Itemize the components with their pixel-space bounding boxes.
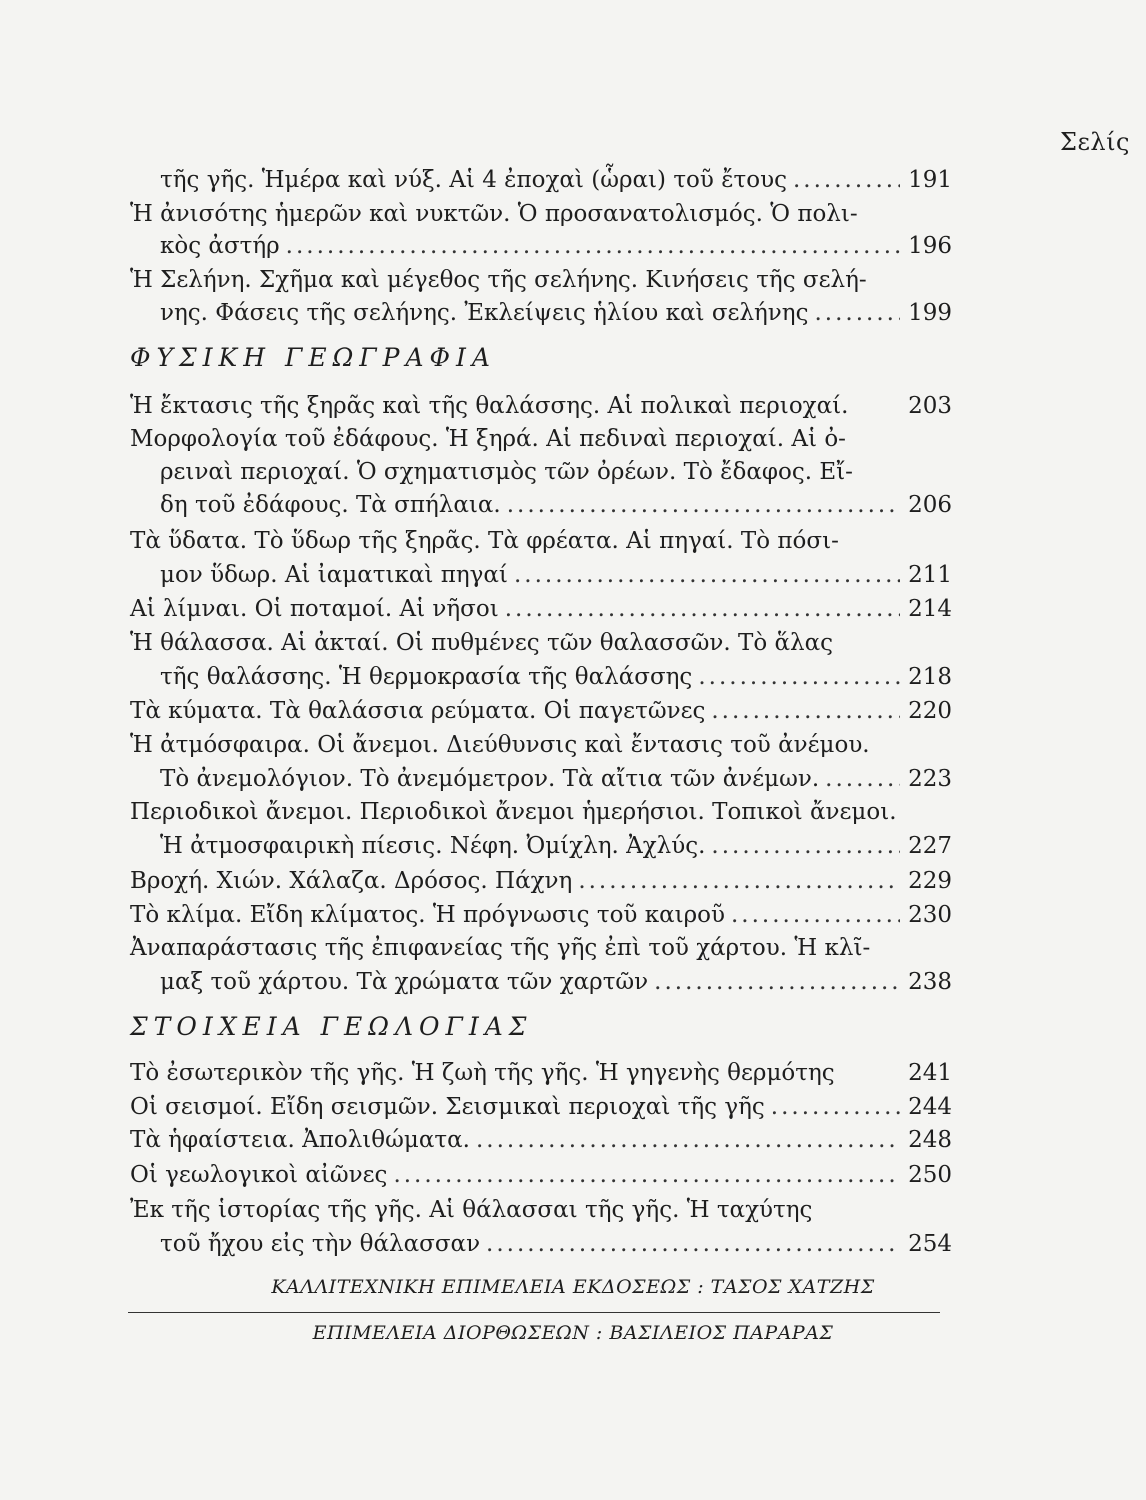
- toc-entry-text: Τὸ ἐσωτερικὸν τῆς γῆς. Ἡ ζωὴ τῆς γῆς. Ἡ γηγενὴς θερμότης: [130, 1060, 835, 1086]
- toc-entry: [130, 594, 952, 624]
- toc-page-number: 241: [908, 1060, 952, 1086]
- toc-entry-line: Περιοδικοὶ ἄνεμοι. Περιοδικοὶ ἄνεμοι ἡμερήσιοι. Τοπικοὶ ἄνεμοι.: [130, 799, 897, 825]
- toc-entry-line: Μορφολογία τοῦ ἐδάφους. Ἡ ξηρά. Αἱ πεδιναὶ περιοχαί. Αἱ ὀ-: [130, 426, 846, 452]
- toc-entry-text: τοῦ ἤχου εἰς τὴν θάλασσαν: [160, 1231, 481, 1257]
- leader-dots: [711, 696, 900, 726]
- leader-dots: [731, 900, 900, 930]
- page-column-label: Σελίς: [1060, 128, 1130, 156]
- toc-page-number: 203: [908, 393, 952, 419]
- toc-entry-line: Τὰ ὕδατα. Τὸ ὕδωρ τῆς ξηρᾶς. Τὰ φρέατα. Αἱ πηγαί. Τὸ πόσι-: [130, 528, 839, 554]
- toc-entry: [130, 866, 952, 896]
- leader-dots: [578, 866, 900, 896]
- leader-dots: [505, 594, 900, 624]
- toc-entry: [160, 490, 952, 520]
- toc-entry-line: Ἡ ἀνισότης ἡμερῶν καὶ νυκτῶν. Ὁ προσανατολισμός. Ὁ πολι-: [130, 201, 858, 227]
- section-heading: ΣΤΟΙΧΕΙΑ ΓΕΩΛΟΓΙΑΣ: [130, 1012, 533, 1041]
- toc-page-number: 238: [908, 969, 952, 995]
- divider: [128, 1312, 940, 1313]
- leader-dots: [825, 764, 900, 794]
- leader-dots: [814, 298, 900, 328]
- toc-page-number: 199: [908, 300, 952, 326]
- toc-page-number: 230: [908, 902, 952, 928]
- toc-entry: [130, 1092, 952, 1122]
- toc-entry: [160, 1229, 952, 1259]
- leader-dots: [793, 165, 900, 195]
- toc-page-number: 250: [908, 1162, 952, 1188]
- toc-entry: [130, 900, 952, 930]
- toc-entry-text: Ἡ ἔκτασις τῆς ξηρᾶς καὶ τῆς θαλάσσης. Αἱ πολικαὶ περιοχαί.: [130, 393, 849, 419]
- toc-entry-text: δη τοῦ ἐδάφους. Τὰ σπήλαια.: [160, 492, 501, 518]
- leader-dots: [698, 662, 900, 692]
- toc-entry-text: Βροχή. Χιών. Χάλαζα. Δρόσος. Πάχνη: [130, 868, 573, 894]
- toc-entry: [130, 696, 952, 726]
- toc-entry-line: Ἡ ἀτμόσφαιρα. Οἱ ἄνεμοι. Διεύθυνσις καὶ ἔντασις τοῦ ἀνέμου.: [130, 732, 870, 758]
- toc-entry: [160, 967, 952, 997]
- toc-page-number: 214: [908, 596, 952, 622]
- leader-dots: [771, 1092, 900, 1122]
- toc-entry: [160, 298, 952, 328]
- toc-entry: [160, 764, 952, 794]
- toc-entry: [160, 560, 952, 590]
- toc-entry-text: μαξ τοῦ χάρτου. Τὰ χρώματα τῶν χαρτῶν: [160, 969, 649, 995]
- toc-entry-line: Ἡ θάλασσα. Αἱ ἀκταί. Οἱ πυθμένες τῶν θαλασσῶν. Τὸ ἅλας: [130, 630, 834, 656]
- toc-page-number: 206: [908, 492, 952, 518]
- toc-page-number: 191: [908, 167, 952, 193]
- leader-dots: [711, 831, 900, 861]
- toc-entry-line: ρειναὶ περιοχαί. Ὁ σχηματισμὸς τῶν ὀρέων. Τὸ ἔδαφος. Εἴ-: [160, 459, 853, 485]
- toc-entry: [160, 231, 952, 261]
- leader-dots: [486, 1229, 900, 1259]
- toc-entry-text: Τὰ κύματα. Τὰ θαλάσσια ρεύματα. Οἱ παγετῶνες: [130, 698, 706, 724]
- toc-entry-line: Ἡ Σελήνη. Σχῆμα καὶ μέγεθος τῆς σελήνης. Κινήσεις τῆς σελή-: [130, 267, 867, 293]
- section-heading: ΦΥΣΙΚΗ ΓΕΩΓΡΑΦΙΑ: [130, 343, 496, 372]
- toc-entry: [160, 662, 952, 692]
- toc-page-number: 248: [908, 1127, 952, 1153]
- toc-page-number: 227: [908, 833, 952, 859]
- toc-entry-text: Ἡ ἀτμοσφαιρικὴ πίεσις. Νέφη. Ὀμίχλη. Ἀχλύς.: [160, 833, 706, 859]
- toc-entry-text: Τὸ ἀνεμολόγιον. Τὸ ἀνεμόμετρον. Τὰ αἴτια τῶν ἀνέμων.: [160, 766, 820, 792]
- toc-entry-text: Αἱ λίμναι. Οἱ ποταμοί. Αἱ νῆσοι: [130, 596, 499, 622]
- leader-dots: [476, 1125, 900, 1155]
- leader-dots: [654, 967, 900, 997]
- toc-entry: [160, 165, 952, 195]
- toc-page-number: 196: [908, 233, 952, 259]
- toc-page-number: 244: [908, 1094, 952, 1120]
- toc-page-number: 218: [908, 664, 952, 690]
- toc-entry-text: κὸς ἀστήρ: [160, 233, 280, 259]
- proofreading-credit: ΕΠΙΜΕΛΕΙΑ ΔΙΟΡΘΩΣΕΩΝ : ΒΑΣΙΛΕΙΟΣ ΠΑΡΑΡΑΣ: [312, 1322, 834, 1344]
- toc-page-number: 254: [908, 1231, 952, 1257]
- leader-dots: [507, 490, 900, 520]
- toc-page-number: 211: [908, 562, 952, 588]
- toc-entry-line: Ἐκ τῆς ἱστορίας τῆς γῆς. Αἱ θάλασσαι τῆς γῆς. Ἡ ταχύτης: [130, 1197, 813, 1223]
- toc-entry: [130, 1160, 952, 1190]
- toc-entry: [130, 391, 952, 421]
- leader-dots: [514, 560, 900, 590]
- toc-entry-text: Οἱ σεισμοί. Εἴδη σεισμῶν. Σεισμικαὶ περιοχαὶ τῆς γῆς: [130, 1094, 765, 1120]
- leader-dots: [286, 231, 900, 261]
- leader-dots: [393, 1160, 900, 1190]
- toc-page-number: 223: [908, 766, 952, 792]
- toc-entry: [160, 831, 952, 861]
- toc-page-number: 220: [908, 698, 952, 724]
- toc-entry-text: τῆς γῆς. Ἡμέρα καὶ νύξ. Αἱ 4 ἐποχαὶ (ὧραι) τοῦ ἔτους: [160, 167, 787, 193]
- toc-entry-text: Τὰ ἡφαίστεια. Ἀπολιθώματα.: [130, 1127, 470, 1153]
- toc-entry-text: νης. Φάσεις τῆς σελήνης. Ἐκλείψεις ἡλίου καὶ σελήνης: [160, 300, 809, 326]
- toc-entry-line: Ἀναπαράστασις τῆς ἐπιφανείας τῆς γῆς ἐπὶ τοῦ χάρτου. Ἡ κλῖ-: [130, 935, 871, 961]
- toc-entry: [130, 1058, 952, 1088]
- toc-entry-text: Οἱ γεωλογικοὶ αἰῶνες: [130, 1162, 388, 1188]
- art-direction-credit: ΚΑΛΛΙΤΕΧΝΙΚΗ ΕΠΙΜΕΛΕΙΑ ΕΚΔΟΣΕΩΣ : ΤΑΣΟΣ ΧΑΤΖΗΣ: [271, 1276, 875, 1298]
- toc-entry-text: μον ὕδωρ. Αἱ ἰαματικαὶ πηγαί: [160, 562, 508, 588]
- toc-page-number: 229: [908, 868, 952, 894]
- toc-entry-text: τῆς θαλάσσης. Ἡ θερμοκρασία τῆς θαλάσσης: [160, 664, 693, 690]
- toc-entry: [130, 1125, 952, 1155]
- toc-entry-text: Τὸ κλίμα. Εἴδη κλίματος. Ἡ πρόγνωσις τοῦ καιροῦ: [130, 902, 725, 928]
